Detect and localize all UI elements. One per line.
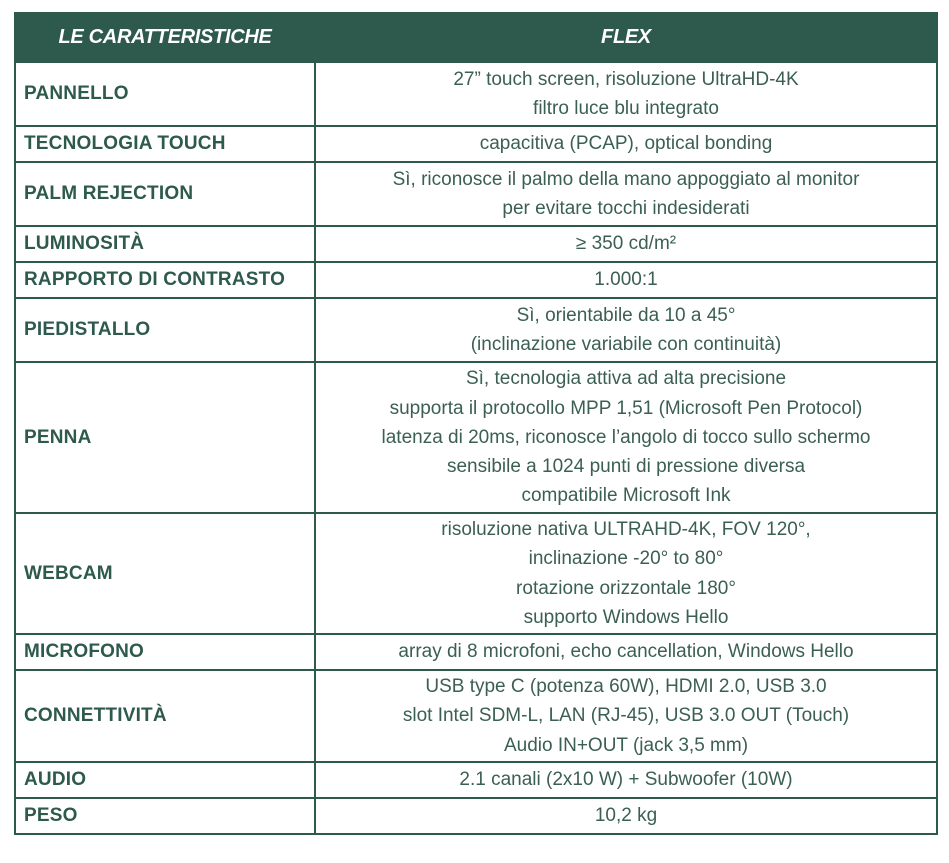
header-product: FLEX xyxy=(315,13,937,62)
row-value xyxy=(315,262,937,298)
value-line: (inclinazione variabile con continuità) xyxy=(470,334,782,355)
row-value xyxy=(315,298,937,362)
value-line: 1.000:1 xyxy=(594,269,658,291)
value-line: 2.1 canali (2x10 W) + Subwoofer (10W) xyxy=(459,769,793,791)
row-label: PALM REJECTION xyxy=(15,162,315,226)
value-line: capacitiva (PCAP), optical bonding xyxy=(479,133,773,155)
value-line: Audio IN+OUT (jack 3,5 mm) xyxy=(503,734,749,756)
row-value xyxy=(315,162,937,226)
value-line: risoluzione nativa ULTRAHD-4K, FOV 120°, xyxy=(441,519,811,541)
table-row xyxy=(15,298,937,362)
value-line: array di 8 microfoni, echo cancellation, Windows Hello xyxy=(398,641,854,663)
row-label: PIEDISTALLO xyxy=(15,298,315,362)
row-value xyxy=(315,798,937,834)
row-label: PENNA xyxy=(15,362,315,513)
table-row xyxy=(15,262,937,298)
table-row xyxy=(15,513,937,634)
spec-table xyxy=(14,12,938,835)
table-row xyxy=(15,670,937,762)
row-label: LUMINOSITÀ xyxy=(15,226,315,262)
value-line: Sì, tecnologia attiva ad alta precisione xyxy=(465,368,787,390)
value-line: Sì, orientabile da 10 a 45° xyxy=(516,304,736,326)
value-line: supporta il protocollo MPP 1,51 (Microsoft Pen Protocol) xyxy=(389,397,863,419)
row-label: PANNELLO xyxy=(15,62,315,126)
value-line: inclinazione -20° to 80° xyxy=(528,548,724,570)
row-value xyxy=(315,362,937,513)
row-label: CONNETTIVITÀ xyxy=(15,670,315,762)
value-line: 27” touch screen, risoluzione UltraHD-4K xyxy=(453,68,799,90)
header-features: LE CARATTERISTICHE xyxy=(15,13,315,62)
value-line: rotazione orizzontale 180° xyxy=(516,577,736,599)
value-line: latenza di 20ms, riconosce l’angolo di tocco sullo schermo xyxy=(381,426,871,448)
row-label: AUDIO xyxy=(15,762,315,798)
row-value xyxy=(315,226,937,262)
row-label: MICROFONO xyxy=(15,634,315,670)
row-label: WEBCAM xyxy=(15,513,315,634)
row-value xyxy=(315,670,937,762)
table-row xyxy=(15,226,937,262)
table-row xyxy=(15,62,937,126)
table-row xyxy=(15,798,937,834)
value-line: compatibile Microsoft Ink xyxy=(521,485,731,507)
row-label: TECNOLOGIA TOUCH xyxy=(15,126,315,162)
table-row xyxy=(15,762,937,798)
table-row xyxy=(15,362,937,513)
row-label: PESO xyxy=(15,798,315,834)
value-line: filtro luce blu integrato xyxy=(533,98,719,119)
value-line: sensibile a 1024 punti di pressione diversa xyxy=(446,456,806,478)
row-value xyxy=(315,126,937,162)
value-line: slot Intel SDM-L, LAN (RJ-45), USB 3.0 OUT (Touch) xyxy=(402,705,850,727)
value-line: Sì, riconosce il palmo della mano appoggiato al monitor xyxy=(392,168,860,190)
value-line: per evitare tocchi indesiderati xyxy=(502,198,750,219)
header-row xyxy=(15,13,937,62)
row-value xyxy=(315,762,937,798)
value-line: supporto Windows Hello xyxy=(523,606,729,628)
table-row xyxy=(15,634,937,670)
row-label: RAPPORTO DI CONTRASTO xyxy=(15,262,315,298)
value-line: ≥ 350 cd/m² xyxy=(575,233,677,255)
value-line: 10,2 kg xyxy=(594,805,658,827)
table-row xyxy=(15,126,937,162)
row-value xyxy=(315,513,937,634)
row-value xyxy=(315,62,937,126)
value-line: USB type C (potenza 60W), HDMI 2.0, USB 3.0 xyxy=(425,676,827,698)
row-value xyxy=(315,634,937,670)
table-row xyxy=(15,162,937,226)
